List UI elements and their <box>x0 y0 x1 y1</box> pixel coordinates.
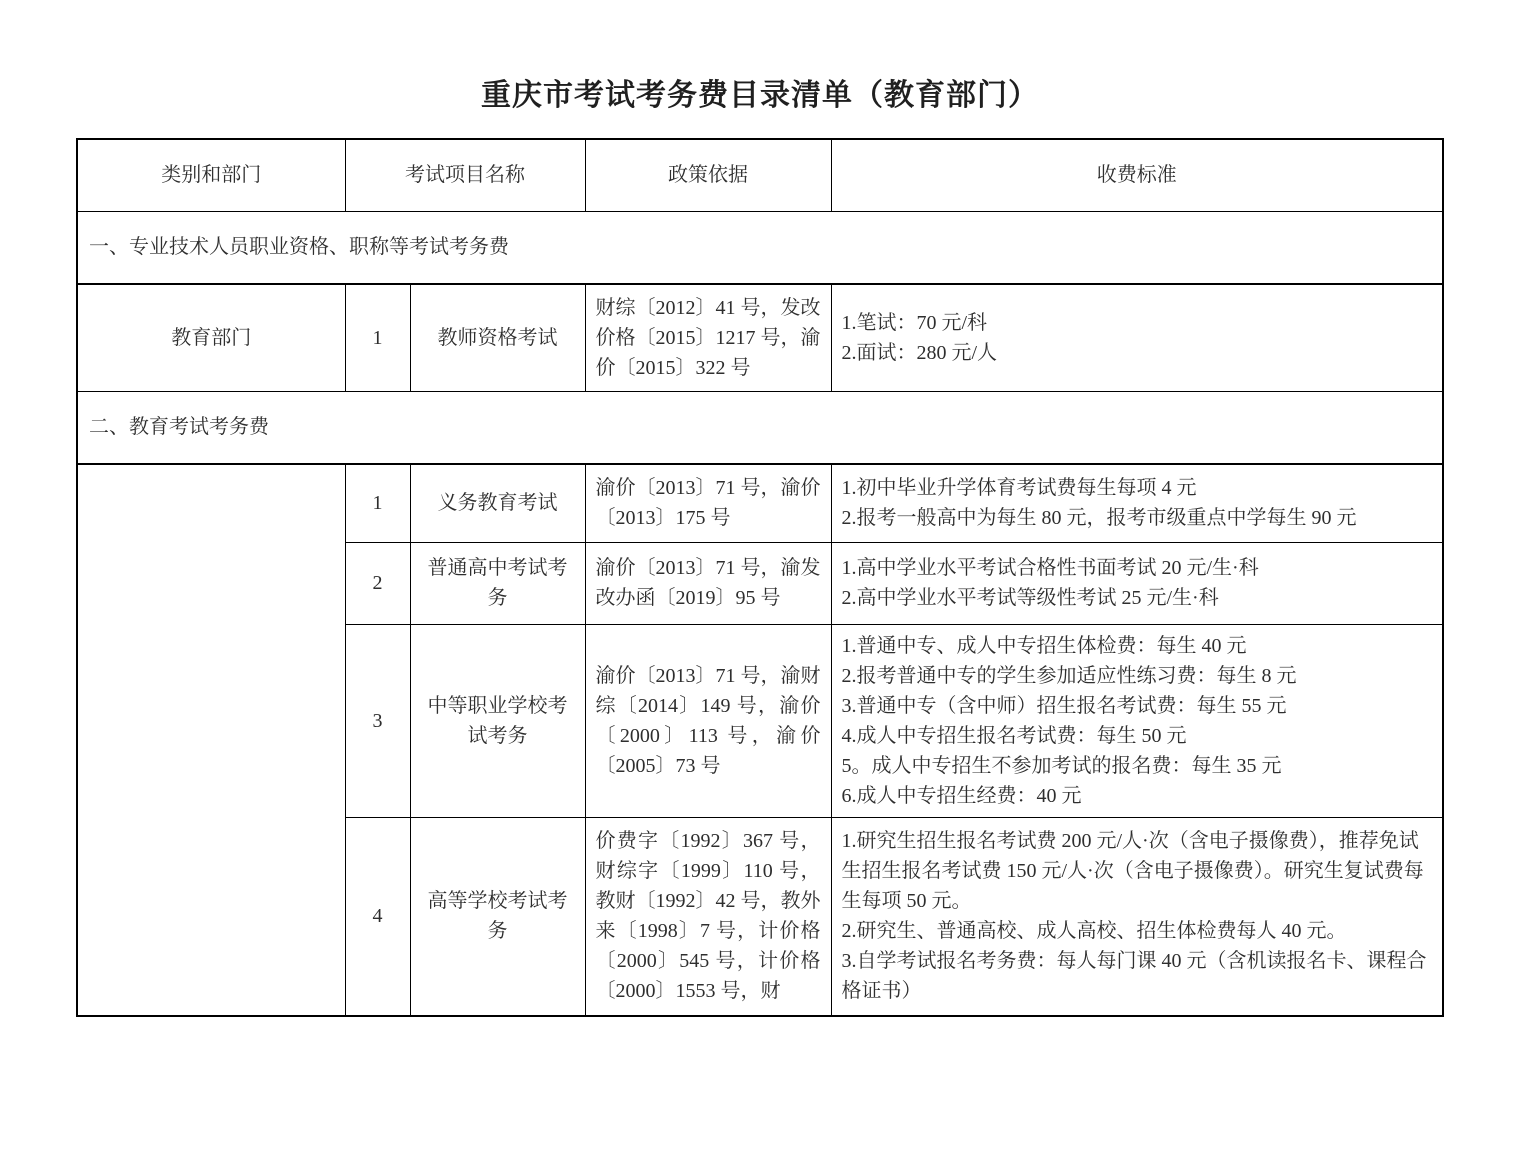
fee-line: 6.成人中专招生经费：40 元 <box>841 784 1082 807</box>
row-number: 1 <box>345 464 410 542</box>
column-header-exam-name: 考试项目名称 <box>345 139 585 211</box>
fee-standard <box>831 542 1443 624</box>
policy-basis: 渝价〔2013〕71 号，渝发改办函〔2019〕95 号 <box>585 542 831 624</box>
row-number: 3 <box>345 624 410 817</box>
policy-basis: 渝价〔2013〕71 号，渝财综〔2014〕149 号，渝价〔2000〕113 号，渝价〔2005〕73 号 <box>585 624 831 817</box>
column-header-policy-basis: 政策依据 <box>585 139 831 211</box>
row-number: 4 <box>345 817 410 1016</box>
fee-line: 1.高中学业水平考试合格性书面考试 20 元/生·科 <box>841 557 1259 579</box>
exam-name: 普通高中考试考务 <box>410 542 585 624</box>
exam-name: 中等职业学校考试考务 <box>410 624 585 817</box>
fee-line: 2.报考普通中专的学生参加适应性练习费：每生 8 元 <box>841 664 1297 687</box>
fee-line: 4.成人中专招生报名考试费：每生 50 元 <box>841 724 1187 747</box>
fee-standard <box>831 624 1443 817</box>
fee-line: 2.面试：280 元/人 <box>841 341 998 364</box>
column-header-category: 类别和部门 <box>77 139 345 211</box>
exam-name: 教师资格考试 <box>410 284 585 391</box>
fee-line: 1.普通中专、成人中专招生体检费：每生 40 元 <box>841 634 1247 657</box>
section-2-row <box>77 391 1443 464</box>
fee-line: 1.研究生招生报名考试费 200 元/人·次（含电子摄像费），推荐免试生招生报名考试费 150 元/人·次（含电子摄像费）。研究生复试费每生每项 50 元。 <box>841 830 1424 913</box>
fee-standard <box>831 464 1443 542</box>
policy-basis: 渝价〔2013〕71 号，渝价〔2013〕175 号 <box>585 464 831 542</box>
fee-line: 2.报考一般高中为每生 80 元，报考市级重点中学每生 90 元 <box>841 507 1357 530</box>
fee-standard <box>831 817 1443 1016</box>
table-row-teacher-qualification <box>77 284 1443 391</box>
policy-basis: 价费字〔1992〕367 号，财综字〔1999〕110 号，教财〔1992〕42 号，教外来〔1998〕7 号，计价格〔2000〕545 号，计价格〔2000〕1553 号，财 <box>585 817 831 1016</box>
exam-name: 义务教育考试 <box>410 464 585 542</box>
section-1-label: 一、专业技术人员职业资格、职称等考试考务费 <box>77 211 1443 284</box>
fee-line: 1.笔试：70 元/科 <box>841 311 988 334</box>
column-header-fee-standard: 收费标准 <box>831 139 1443 211</box>
page <box>0 80 1520 1154</box>
table-row-compulsory-education <box>77 464 1443 542</box>
fee-line: 2.研究生、普通高校、成人高校、招生体检费每人 40 元。 <box>841 920 1347 943</box>
department-cell-empty <box>77 464 345 1016</box>
policy-basis: 财综〔2012〕41 号，发改价格〔2015〕1217 号，渝价〔2015〕322 号 <box>585 284 831 391</box>
row-number: 2 <box>345 542 410 624</box>
row-number: 1 <box>345 284 410 391</box>
fee-line: 3.自学考试报名考务费：每人每门课 40 元（含机读报名卡、课程合格证书） <box>841 950 1427 1003</box>
fee-line: 5。成人中专招生不参加考试的报名费：每生 35 元 <box>841 754 1282 777</box>
fee-standard <box>831 284 1443 391</box>
table-header-row <box>77 139 1443 211</box>
section-2-label: 二、教育考试考务费 <box>77 391 1443 464</box>
section-1-row <box>77 211 1443 284</box>
fee-line: 1.初中毕业升学体育考试费每生每项 4 元 <box>841 477 1197 500</box>
page-title: 重庆市考试考务费目录清单（教育部门） <box>481 79 1039 112</box>
fee-line: 2.高中学业水平考试等级性考试 25 元/生·科 <box>841 587 1219 609</box>
fee-line: 3.普通中专（含中师）招生报名考试费：每生 55 元 <box>841 694 1287 717</box>
exam-name: 高等学校考试考务 <box>410 817 585 1016</box>
department-cell: 教育部门 <box>77 284 345 391</box>
fee-table <box>76 138 1444 1017</box>
